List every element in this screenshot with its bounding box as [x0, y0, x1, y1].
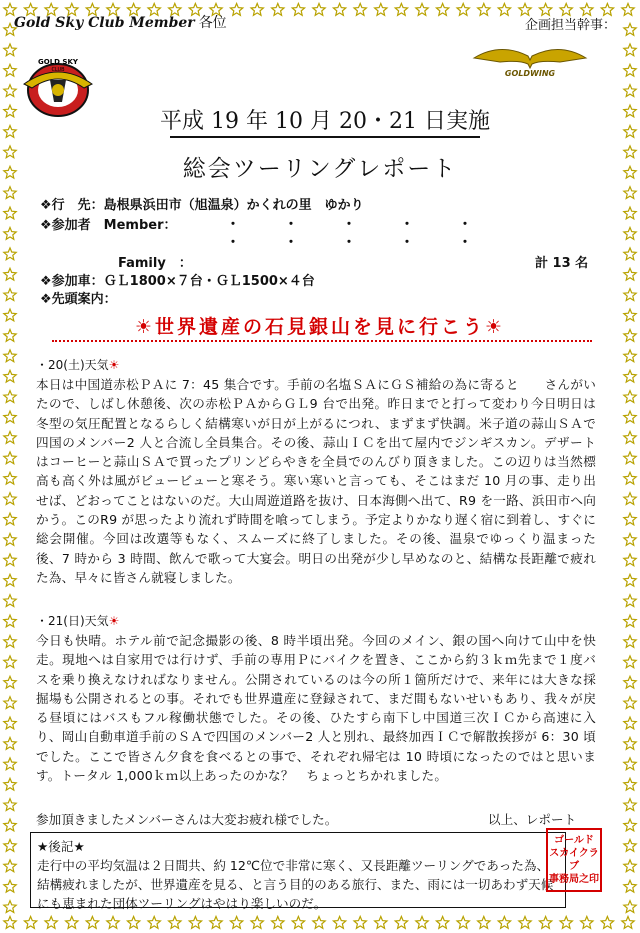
border-star-icon	[4, 676, 16, 688]
border-star-icon	[624, 105, 636, 117]
border-star-icon	[624, 391, 636, 403]
day2-report: 今日も快晴。ホテル前で記念撮影の後、8 時半頃出発。今回のメイン、銀の国へ向けて山中を快走。現地へは自家用では行けず、手前の専用Ｐにバイクを置き、ここから約３ｋｍ先まで１度バスを乗り換えなければなりません。公開されているのは今の所１箇所だけで、来年には大きな採掘場も公開されるとの事。それでも世界遺産に登録されて、まだ間もないせいもあり、我々が戻る昼頃にはバスもフル稼働状態でした。その後、ひたすら南下し中国道三次ＩＣから高速に入り、岡山自動車道手前のＳＡで四国のメンバー2 人と別れ、最終加西ＩＣで解散挨拶が 6：30 頃でした。ここで皆さん夕食を食べるとの事で、それぞれ帰宅は 10 時頃になったのではと思います。トータル 1,000ｋｍ以上あったのかな？ ちょっとちかれました。	[36, 633, 596, 784]
day1-heading: ・20(土)天気☀	[36, 358, 120, 372]
border-star-icon	[624, 717, 636, 729]
border-star-icon	[333, 4, 345, 16]
border-star-icon	[624, 758, 636, 770]
border-star-icon	[624, 554, 636, 566]
border-star-icon	[560, 917, 572, 929]
border-star-icon	[313, 917, 325, 929]
border-star-icon	[622, 917, 634, 929]
border-star-icon	[457, 917, 469, 929]
sun-icon: ☀	[134, 316, 155, 338]
border-star-icon	[624, 85, 636, 97]
border-star-icon	[624, 636, 636, 648]
border-star-icon	[66, 917, 78, 929]
border-star-icon	[4, 228, 16, 240]
participants-line: ❖参加者 Member：	[40, 218, 177, 233]
report-title: 総会ツーリングレポート	[182, 156, 458, 182]
border-star-icon	[624, 248, 636, 260]
border-star-icon	[624, 370, 636, 382]
border-star-icon	[4, 615, 16, 627]
border-star-icon	[624, 289, 636, 301]
border-star-icon	[272, 917, 284, 929]
border-star-icon	[4, 432, 16, 444]
border-star-icon	[4, 350, 16, 362]
border-star-icon	[4, 126, 16, 138]
border-star-icon	[4, 901, 16, 913]
closing-signoff: 以上、レポート	[488, 812, 577, 827]
border-star-icon	[4, 778, 16, 790]
club-name: Gold Sky Club Member 各位	[14, 15, 227, 31]
border-star-icon	[4, 819, 16, 831]
border-star-icon	[4, 370, 16, 382]
border-star-icon	[457, 4, 469, 16]
svg-text:GOLDWING: GOLDWING	[504, 69, 556, 78]
border-star-icon	[624, 901, 636, 913]
border-star-icon	[624, 595, 636, 607]
border-star-icon	[251, 917, 263, 929]
sun-icon: ☀	[108, 614, 120, 628]
border-star-icon	[4, 574, 16, 586]
border-star-icon	[416, 917, 428, 929]
border-star-icon	[4, 799, 16, 811]
border-star-icon	[624, 840, 636, 852]
border-star-icon	[624, 534, 636, 546]
border-star-icon	[519, 917, 531, 929]
border-star-icon	[478, 4, 490, 16]
border-star-icon	[624, 676, 636, 688]
border-star-icon	[395, 4, 407, 16]
border-star-icon	[624, 799, 636, 811]
border-star-icon	[624, 411, 636, 423]
border-star-icon	[4, 513, 16, 525]
border-star-icon	[624, 615, 636, 627]
border-star-icon	[624, 268, 636, 280]
total-count: 計 13 名	[535, 256, 589, 271]
border-star-icon	[624, 778, 636, 790]
border-star-icon	[4, 917, 16, 929]
organizer-label: 企画担当幹事：	[524, 18, 616, 33]
border-star-icon	[4, 207, 16, 219]
border-star-icon	[624, 64, 636, 76]
border-star-icon	[624, 350, 636, 362]
border-star-icon	[498, 4, 510, 16]
border-star-icon	[4, 840, 16, 852]
border-star-icon	[24, 917, 36, 929]
border-star-icon	[436, 917, 448, 929]
border-star-icon	[4, 860, 16, 872]
border-star-icon	[4, 758, 16, 770]
border-star-icon	[395, 917, 407, 929]
border-star-icon	[624, 697, 636, 709]
border-star-icon	[230, 4, 242, 16]
border-star-icon	[624, 24, 636, 36]
border-star-icon	[107, 917, 119, 929]
vehicles-line: ❖参加車：ＧＬ1800×７台・ＧＬ1500×４台	[40, 274, 315, 289]
border-star-icon	[624, 656, 636, 668]
family-line: Family ：	[118, 256, 192, 271]
border-star-icon	[624, 207, 636, 219]
border-star-icon	[4, 595, 16, 607]
svg-text:CLUB: CLUB	[51, 67, 65, 73]
postscript-title: ★後記★	[37, 839, 85, 854]
event-date-title: 平成 19 年 10 月 20・21 日実施	[160, 104, 490, 135]
postscript-box	[30, 832, 566, 911]
border-star-icon	[624, 472, 636, 484]
slogan-underline	[52, 340, 592, 342]
border-star-icon	[624, 574, 636, 586]
border-star-icon	[86, 917, 98, 929]
border-star-icon	[624, 126, 636, 138]
border-star-icon	[624, 738, 636, 750]
border-star-icon	[498, 917, 510, 929]
border-star-icon	[4, 411, 16, 423]
border-star-icon	[624, 432, 636, 444]
border-star-icon	[189, 917, 201, 929]
border-star-icon	[4, 289, 16, 301]
border-star-icon	[581, 917, 593, 929]
svg-text:GOLD SKY: GOLD SKY	[38, 58, 78, 66]
border-star-icon	[4, 330, 16, 342]
border-star-icon	[210, 917, 222, 929]
sun-icon: ☀	[108, 358, 120, 372]
border-star-icon	[375, 4, 387, 16]
border-star-icon	[148, 917, 160, 929]
member-dots-row1: ・・・・・	[226, 217, 516, 233]
border-star-icon	[4, 493, 16, 505]
border-star-icon	[436, 4, 448, 16]
lead-guide-line: ❖先頭案内：	[40, 292, 117, 307]
border-star-icon	[4, 534, 16, 546]
border-star-icon	[333, 917, 345, 929]
border-star-icon	[539, 917, 551, 929]
border-star-icon	[4, 248, 16, 260]
border-star-icon	[272, 4, 284, 16]
border-star-icon	[4, 697, 16, 709]
border-star-icon	[292, 4, 304, 16]
border-star-icon	[4, 187, 16, 199]
destination-line: ❖行 先：島根県浜田市（旭温泉）かくれの里 ゆかり	[40, 198, 364, 213]
border-star-icon	[4, 268, 16, 280]
border-star-icon	[4, 554, 16, 566]
day1-report: 本日は中国道赤松ＰＡに 7：45 集合です。手前の名塩ＳＡにＧＳ補給の為に寄ると さんがいたので、しばし休憩後、次の赤松ＰＡからＧＬ9 台で出発。昨日までと打って変わり今日明日は冬型の気圧配置となるらしく結構寒いが日が上がるにつれ、まずまず快調。米子道の蒜山ＳＡで四国のメンバー2 人と合流し全員集合。その後、蒜山ＩＣを出て屋内でジンギスカン。デザートはコーヒーと蒜山ＳＡで買ったプリンどらやきを全員でのんびり頂きました。この辺りは当然標高も高く外は風がビュービューと寒そう。寒い寒いと言っても、そこはまだ 10 月の事、走り出せば、どおってことはないのだ。大山周遊道路を抜け、日本海側へ出て、R9 を一路、浜田市へ向かう。このR9 が思ったより流れず時間を喰ってしまう。予定よりかなり遅く宿に到着し、すぐに総会開催。今回は改選等もなく、スムーズに終了しました。その後、温泉でゆっくり温まった後、7 時から 3 時間、飲んで歌って大宴会。明日の出発が少し早めなのと、結構な長距離で疲れた為、早々に皆さん就寝しました。	[36, 377, 596, 585]
border-star-icon	[624, 860, 636, 872]
border-star-icon	[624, 44, 636, 56]
border-star-icon	[4, 166, 16, 178]
border-star-icon	[4, 472, 16, 484]
day2-heading: ・21(日)天気☀	[36, 614, 120, 628]
border-star-icon	[624, 513, 636, 525]
closing-thanks: 参加頂きましたメンバーさんは大変お疲れ様でした。	[36, 812, 338, 827]
border-star-icon	[4, 636, 16, 648]
border-star-icon	[601, 917, 613, 929]
slogan: ☀世界遺産の石見銀山を見に行こう☀	[134, 316, 506, 338]
border-star-icon	[251, 4, 263, 16]
border-star-icon	[4, 880, 16, 892]
border-star-icon	[375, 917, 387, 929]
border-star-icon	[624, 309, 636, 321]
border-star-icon	[4, 391, 16, 403]
border-star-icon	[4, 452, 16, 464]
border-star-icon	[624, 452, 636, 464]
border-star-icon	[624, 228, 636, 240]
border-star-icon	[4, 738, 16, 750]
border-star-icon	[127, 917, 139, 929]
border-star-icon	[624, 819, 636, 831]
border-star-icon	[624, 187, 636, 199]
border-star-icon	[624, 330, 636, 342]
border-star-icon	[292, 917, 304, 929]
border-star-icon	[313, 4, 325, 16]
border-star-icon	[4, 146, 16, 158]
club-seal-stamp: ゴールド スカイクラブ 事務局之印	[546, 828, 602, 892]
border-star-icon	[354, 4, 366, 16]
goldwing-logo	[470, 40, 590, 80]
border-star-icon	[4, 309, 16, 321]
border-star-icon	[478, 917, 490, 929]
sun-icon: ☀	[485, 316, 506, 338]
border-star-icon	[416, 4, 428, 16]
border-star-icon	[45, 917, 57, 929]
border-star-icon	[230, 917, 242, 929]
border-star-icon	[622, 4, 634, 16]
border-star-icon	[624, 146, 636, 158]
member-dots-row2: ・・・・・	[226, 235, 516, 251]
border-star-icon	[624, 880, 636, 892]
club-logo	[14, 54, 102, 120]
border-star-icon	[169, 917, 181, 929]
postscript-text: 走行中の平均気温は２日間共、約 12℃位で非常に寒く、又長距離ツーリングであった為、結構疲れましたが、世界遺産を見る、と言う目的のある旅行、また、雨には一切あわず天候にも恵まれた団体ツーリングはやはり楽しいのだ。	[37, 858, 554, 911]
border-star-icon	[624, 166, 636, 178]
border-star-icon	[4, 717, 16, 729]
border-star-icon	[624, 493, 636, 505]
border-star-icon	[4, 656, 16, 668]
border-star-icon	[354, 917, 366, 929]
